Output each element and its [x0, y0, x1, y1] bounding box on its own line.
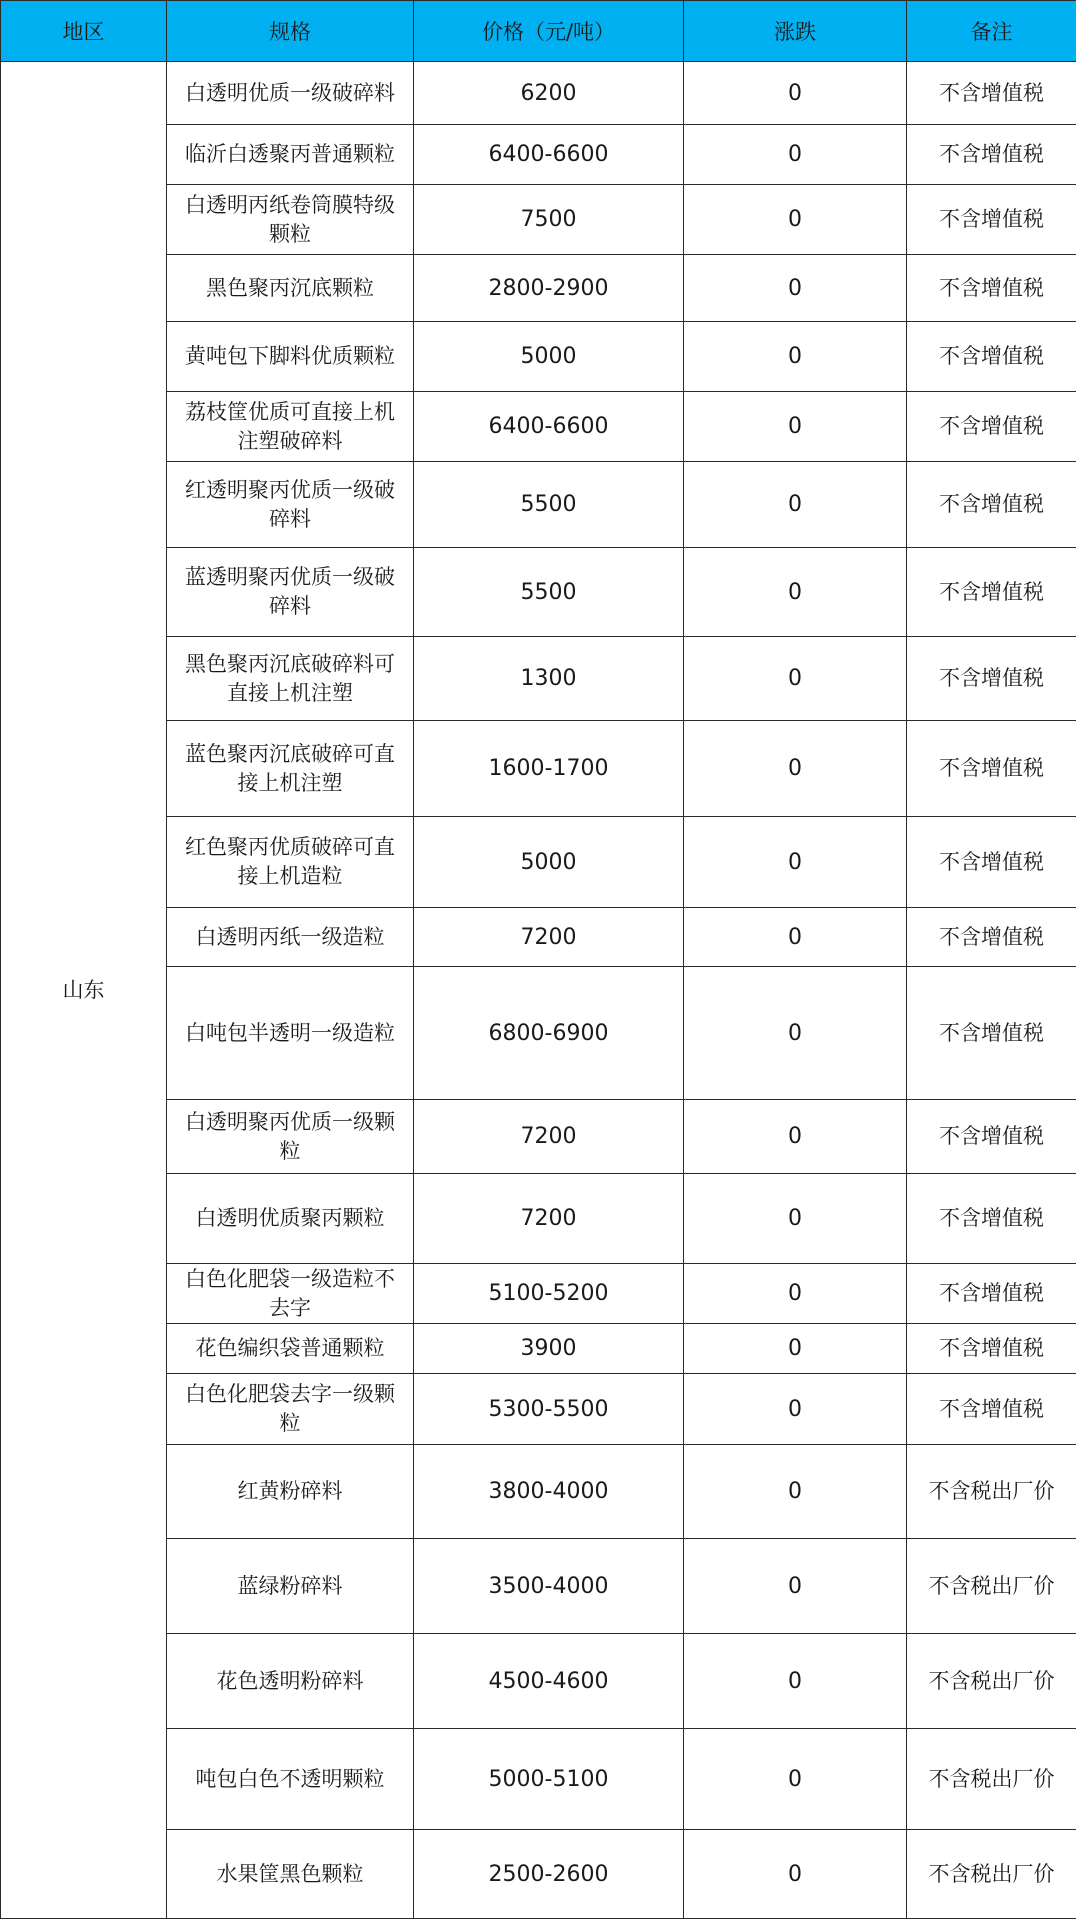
note-cell: 不含增值税	[907, 392, 1076, 462]
table-body	[1, 62, 1076, 1919]
price-cell: 4500-4600	[414, 1634, 684, 1729]
spec-cell: 花色透明粉碎料	[167, 1634, 414, 1729]
note-cell: 不含增值税	[907, 548, 1076, 637]
note-cell: 不含增值税	[907, 721, 1076, 817]
price-cell: 1300	[414, 637, 684, 721]
price-cell: 3500-4000	[414, 1539, 684, 1634]
change-cell: 0	[684, 1445, 907, 1539]
price-cell: 6400-6600	[414, 125, 684, 185]
change-cell: 0	[684, 1830, 907, 1919]
change-cell: 0	[684, 125, 907, 185]
spec-cell: 白透明优质一级破碎料	[167, 62, 414, 125]
price-cell: 5000-5100	[414, 1729, 684, 1830]
price-cell: 3900	[414, 1324, 684, 1374]
note-cell: 不含增值税	[907, 462, 1076, 548]
note-cell: 不含增值税	[907, 322, 1076, 392]
change-cell: 0	[684, 185, 907, 255]
header-price: 价格（元/吨）	[414, 1, 684, 62]
spec-cell: 白色化肥袋一级造粒不去字	[167, 1264, 414, 1324]
price-cell: 6200	[414, 62, 684, 125]
note-cell: 不含增值税	[907, 1174, 1076, 1264]
table-header	[1, 1, 1076, 62]
change-cell: 0	[684, 1634, 907, 1729]
note-cell: 不含增值税	[907, 908, 1076, 967]
change-cell: 0	[684, 1100, 907, 1174]
change-cell: 0	[684, 255, 907, 322]
note-cell: 不含增值税	[907, 1264, 1076, 1324]
note-cell: 不含税出厂价	[907, 1634, 1076, 1729]
price-cell: 7200	[414, 1100, 684, 1174]
change-cell: 0	[684, 1324, 907, 1374]
price-cell: 5100-5200	[414, 1264, 684, 1324]
note-cell: 不含增值税	[907, 1374, 1076, 1445]
price-cell: 2500-2600	[414, 1830, 684, 1919]
change-cell: 0	[684, 817, 907, 908]
spec-cell: 红黄粉碎料	[167, 1445, 414, 1539]
change-cell: 0	[684, 392, 907, 462]
note-cell: 不含增值税	[907, 62, 1076, 125]
spec-cell: 白透明丙纸一级造粒	[167, 908, 414, 967]
note-cell: 不含增值税	[907, 1100, 1076, 1174]
change-cell: 0	[684, 322, 907, 392]
spec-cell: 红透明聚丙优质一级破碎料	[167, 462, 414, 548]
spec-cell: 白透明丙纸卷筒膜特级颗粒	[167, 185, 414, 255]
spec-cell: 白透明优质聚丙颗粒	[167, 1174, 414, 1264]
change-cell: 0	[684, 967, 907, 1100]
price-cell: 5300-5500	[414, 1374, 684, 1445]
spec-cell: 黑色聚丙沉底破碎料可直接上机注塑	[167, 637, 414, 721]
change-cell: 0	[684, 548, 907, 637]
price-cell: 5500	[414, 462, 684, 548]
change-cell: 0	[684, 1729, 907, 1830]
header-note: 备注	[907, 1, 1076, 62]
note-cell: 不含税出厂价	[907, 1445, 1076, 1539]
price-cell: 7500	[414, 185, 684, 255]
change-cell: 0	[684, 908, 907, 967]
price-cell: 7200	[414, 908, 684, 967]
header-spec: 规格	[167, 1, 414, 62]
spec-cell: 蓝色聚丙沉底破碎可直接上机注塑	[167, 721, 414, 817]
spec-cell: 水果筐黑色颗粒	[167, 1830, 414, 1919]
note-cell: 不含增值税	[907, 1324, 1076, 1374]
header-region: 地区	[1, 1, 167, 62]
price-cell: 5500	[414, 548, 684, 637]
note-cell: 不含税出厂价	[907, 1729, 1076, 1830]
note-cell: 不含增值税	[907, 125, 1076, 185]
spec-cell: 蓝透明聚丙优质一级破碎料	[167, 548, 414, 637]
price-cell: 5000	[414, 322, 684, 392]
spec-cell: 红色聚丙优质破碎可直接上机造粒	[167, 817, 414, 908]
change-cell: 0	[684, 637, 907, 721]
change-cell: 0	[684, 1264, 907, 1324]
note-cell: 不含增值税	[907, 967, 1076, 1100]
price-cell: 3800-4000	[414, 1445, 684, 1539]
note-cell: 不含增值税	[907, 255, 1076, 322]
change-cell: 0	[684, 1374, 907, 1445]
price-cell: 7200	[414, 1174, 684, 1264]
spec-cell: 白吨包半透明一级造粒	[167, 967, 414, 1100]
spec-cell: 荔枝筐优质可直接上机注塑破碎料	[167, 392, 414, 462]
price-cell: 5000	[414, 817, 684, 908]
change-cell: 0	[684, 462, 907, 548]
price-cell: 1600-1700	[414, 721, 684, 817]
note-cell: 不含增值税	[907, 817, 1076, 908]
header-change: 涨跌	[684, 1, 907, 62]
spec-cell: 白色化肥袋去字一级颗粒	[167, 1374, 414, 1445]
change-cell: 0	[684, 721, 907, 817]
note-cell: 不含增值税	[907, 185, 1076, 255]
spec-cell: 吨包白色不透明颗粒	[167, 1729, 414, 1830]
table-row	[1, 62, 1076, 125]
note-cell: 不含税出厂价	[907, 1539, 1076, 1634]
change-cell: 0	[684, 1174, 907, 1264]
note-cell: 不含税出厂价	[907, 1830, 1076, 1919]
header-row	[1, 1, 1076, 62]
price-cell: 2800-2900	[414, 255, 684, 322]
region-cell: 山东	[1, 62, 167, 1919]
spec-cell: 白透明聚丙优质一级颗粒	[167, 1100, 414, 1174]
price-cell: 6800-6900	[414, 967, 684, 1100]
spec-cell: 黄吨包下脚料优质颗粒	[167, 322, 414, 392]
spec-cell: 蓝绿粉碎料	[167, 1539, 414, 1634]
spec-cell: 临沂白透聚丙普通颗粒	[167, 125, 414, 185]
spec-cell: 花色编织袋普通颗粒	[167, 1324, 414, 1374]
price-cell: 6400-6600	[414, 392, 684, 462]
change-cell: 0	[684, 1539, 907, 1634]
spec-cell: 黑色聚丙沉底颗粒	[167, 255, 414, 322]
note-cell: 不含增值税	[907, 637, 1076, 721]
change-cell: 0	[684, 62, 907, 125]
